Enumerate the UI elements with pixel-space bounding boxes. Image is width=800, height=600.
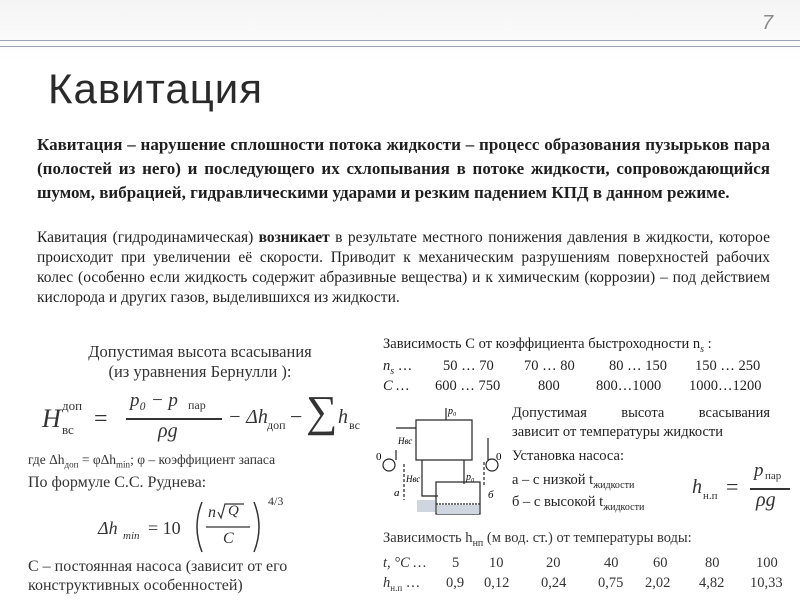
t-value: 10 [489,555,504,571]
where-part1: где Δh [28,452,65,467]
formula-h: h [338,406,348,428]
definition-text: – нарушение сплошности потока жидкости – процесс образования пузырьков пара (полостей из него) и последующего их схлопывания в потоке жидкости, сопровождающийся шумом, вибрацией, гидравлическими ударами и резким падением КПД в данном режиме. [37,135,770,202]
h-value: 10,33 [750,575,783,591]
pump-constant-line1: С – постоянная насоса (зависит от его [28,558,288,575]
c-value: 600 … 750 [435,378,501,394]
temp-dep-line1: Допустимая высота всасывания [512,405,770,421]
hnp-sub: н.п [703,490,718,502]
hnp-temp-title-tail: (м вод. ст.) от температуры воды: [483,530,692,546]
h-value: 0,9 [446,575,465,591]
ns-value: 80 … 150 [609,358,667,374]
formula-lhs-sup: доп [62,398,83,413]
p0-top-label: p₀ [448,406,457,417]
hnp-h: h [692,476,702,498]
t-value: 5 [452,555,460,571]
formula-lhs-sub: вс [62,422,74,437]
hnp-num: p [754,460,764,481]
c-label: C … [383,378,410,394]
t-value: 20 [546,555,561,571]
header-line-bottom [0,46,800,47]
cavitation-cause-paragraph [37,228,770,308]
hnp-den: ρg [756,489,776,511]
where-tail: ; φ – коэффициент запаса [130,452,276,467]
t-label: t, °C … [383,555,427,571]
formula-lhs: H [42,404,61,433]
c-value: 800 [538,378,560,394]
dep-title-text: Зависимость C от коэффициента быстроходности n [383,336,701,352]
h-value: 2,02 [645,575,671,591]
formula-num-sub: пар [188,398,206,412]
h-label [383,575,420,593]
t-value: 60 [653,555,668,571]
slide-title: Кавитация [48,65,263,112]
safety-factor-note [28,452,275,470]
t-value: 80 [705,555,720,571]
ns-value: 50 … 70 [443,358,494,374]
t-value: 100 [756,555,778,571]
hnp-temp-title-sub: нп [472,537,484,549]
install-b-sub: жидкости [603,501,645,513]
install-title: Установка насоса: [512,448,624,464]
hvs-bottom-label: Hвс [406,474,421,484]
temp-dependency-note [512,404,770,442]
rudnev-q: Q [228,503,239,519]
rudnev-eq: = 10 [148,518,181,538]
where-sub1: доп [64,459,79,470]
header-line-top [0,40,800,41]
pump-constant-note [28,557,287,595]
suction-heading-line1: Допустимая высота всасывания [88,342,312,361]
label-0b: 0 [496,451,502,463]
c-value: 800…1000 [596,378,662,394]
temp-dep-line2: зависит от температуры жидкости [512,424,724,440]
rudnev-formula [98,494,298,556]
rudnev-exp: 4/3 [268,494,284,508]
rudnev-den: C [223,530,234,547]
hnp-temp-title [383,530,692,549]
h-label-dots: … [402,575,421,591]
formula-sum: ∑ [306,387,338,436]
h-value: 0,24 [541,575,567,591]
install-a-sub: жидкости [593,479,635,491]
label-b: б [488,489,494,501]
install-a-text: а – с низкой t [512,472,594,488]
rudnev-lhs: Δh [98,518,118,538]
slide-number: 7 [762,12,774,34]
para2-part1: Кавитация (гидродинамическая) [37,229,259,246]
formula-eq: = [94,406,108,432]
h-label-sub: н.п [390,582,403,593]
hvs-top-label: Hвс [398,436,413,446]
definition-paragraph [37,133,770,205]
pump-installation-diagram [376,400,506,528]
hnp-num-sub: пар [765,470,782,482]
where-mid: = φΔh [78,452,117,467]
p0-mid-label: p₀ [466,472,475,483]
slide-header [0,0,800,62]
h-value: 0,12 [484,575,510,591]
suction-height-heading [60,342,340,382]
hnp-eq: = [726,474,739,499]
rudnev-n: n [208,504,216,521]
formula-denominator: ρg [158,420,178,442]
where-sub2: min [116,459,131,470]
ns-sub: s [390,365,395,377]
install-b [512,492,644,518]
rudnev-lhs-sub: min [123,530,140,542]
ns-label: n [383,358,391,374]
install-b-text: б – с высокой t [512,494,604,510]
c-value: 1000…1200 [689,378,762,394]
bernoulli-formula [42,387,360,448]
formula-numerator: p₀ − p [130,390,178,411]
h-label-text: h [383,575,391,591]
suction-heading-line2: (из уравнения Бернулли ): [108,362,292,381]
pump-constant-line2: конструктивных особенностей) [28,577,243,594]
ns-dots: … [394,358,413,374]
ns-value: 150 … 250 [695,358,761,374]
t-value: 40 [604,555,619,571]
dep-title-colon: : [704,336,712,352]
h-value: 4,82 [699,575,725,591]
para2-part2: в результате местного понижения давления в жидкости, которое происходит при увеличении её скорости. Приводит к механическим разрушениям поверхностей рабочих колес (особенно если жидкость содержит абразивные вещества) и к химическим (коррозии) – под действием кислорода и других газов, выделившихся из жидкости. [37,229,770,306]
rudnev-heading: По формуле С.С. Руднева: [28,474,207,491]
ns-value: 70 … 80 [524,358,575,374]
para2-bold: возникает [258,229,330,246]
formula-h-sub: вс [349,418,360,432]
hnp-temp-title-text: Зависимость h [383,530,473,546]
hnp-formula [692,460,792,516]
label-0a: 0 [376,451,382,463]
formula-minus-dh: − Δh [228,406,268,428]
dep-title-sub: s [700,343,705,355]
formula-dh-sub: доп [267,418,286,432]
definition-term: Кавитация [37,135,123,154]
h-value: 0,75 [598,575,624,591]
formula-minus2: − [290,404,303,429]
label-a: а [394,487,400,499]
